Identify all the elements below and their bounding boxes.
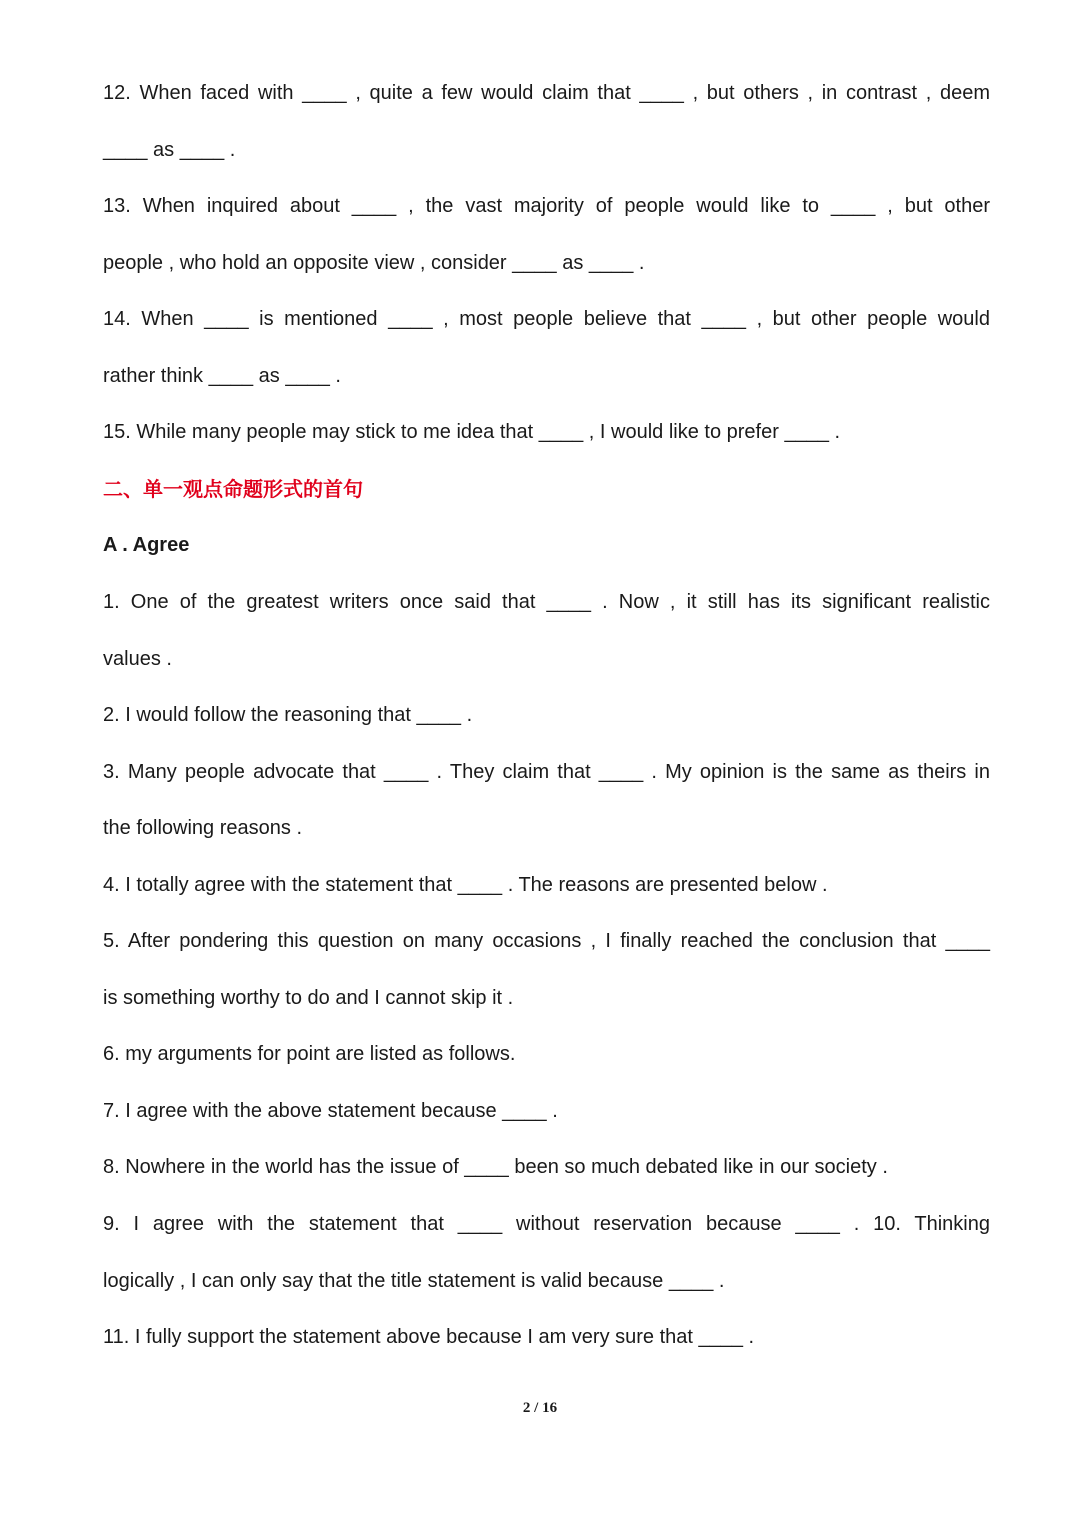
- item-15: 15. While many people may stick to me idea that ____ , I would like to prefer ____ .: [103, 421, 841, 443]
- item-12-line-1: 12. When faced with ____ , quite a few would claim that ____ , but others , in contrast , deem: [103, 82, 990, 104]
- subsection-heading-agree: A . Agree: [103, 534, 190, 556]
- agree-item-3-line-1: 3. Many people advocate that ____ . They claim that ____ . My opinion is the same as theirs in: [103, 761, 990, 783]
- agree-item-11: 11. I fully support the statement above because I am very sure that ____ .: [103, 1326, 755, 1348]
- agree-item-7: 7. I agree with the above statement because ____ .: [103, 1100, 558, 1122]
- agree-item-1-line-1: 1. One of the greatest writers once said that ____ . Now , it still has its significant realistic: [103, 591, 990, 613]
- page-number: 2 / 16: [522, 1400, 558, 1416]
- agree-item-3-line-2: the following reasons .: [103, 817, 303, 839]
- agree-item-8: 8. Nowhere in the world has the issue of ____ been so much debated like in our society .: [103, 1156, 888, 1178]
- agree-item-10-line-2: logically , I can only say that the title statement is valid because ____ .: [103, 1270, 725, 1292]
- item-13-line-2: people , who hold an opposite view , consider ____ as ____ .: [103, 252, 645, 274]
- item-14-line-2: rather think ____ as ____ .: [103, 365, 341, 387]
- agree-item-2: 2. I would follow the reasoning that ____ .: [103, 704, 473, 726]
- agree-item-4: 4. I totally agree with the statement that ____ . The reasons are presented below .: [103, 874, 828, 896]
- agree-item-5-line-2: is something worthy to do and I cannot skip it .: [103, 987, 514, 1009]
- agree-item-9-line-1: 9. I agree with the statement that ____ without reservation because ____ . 10. Thinking: [103, 1213, 990, 1235]
- item-12-line-2: ____ as ____ .: [103, 139, 236, 161]
- section-heading: 二、单一观点命题形式的首句: [103, 477, 363, 501]
- agree-item-1-line-2: values .: [103, 648, 172, 670]
- agree-item-6: 6. my arguments for point are listed as follows.: [103, 1043, 516, 1065]
- item-13-line-1: 13. When inquired about ____ , the vast majority of people would like to ____ , but other: [103, 195, 990, 217]
- agree-item-5-line-1: 5. After pondering this question on many occasions , I finally reached the conclusion that ____: [103, 930, 990, 952]
- item-14-line-1: 14. When ____ is mentioned ____ , most people believe that ____ , but other people would: [103, 308, 990, 330]
